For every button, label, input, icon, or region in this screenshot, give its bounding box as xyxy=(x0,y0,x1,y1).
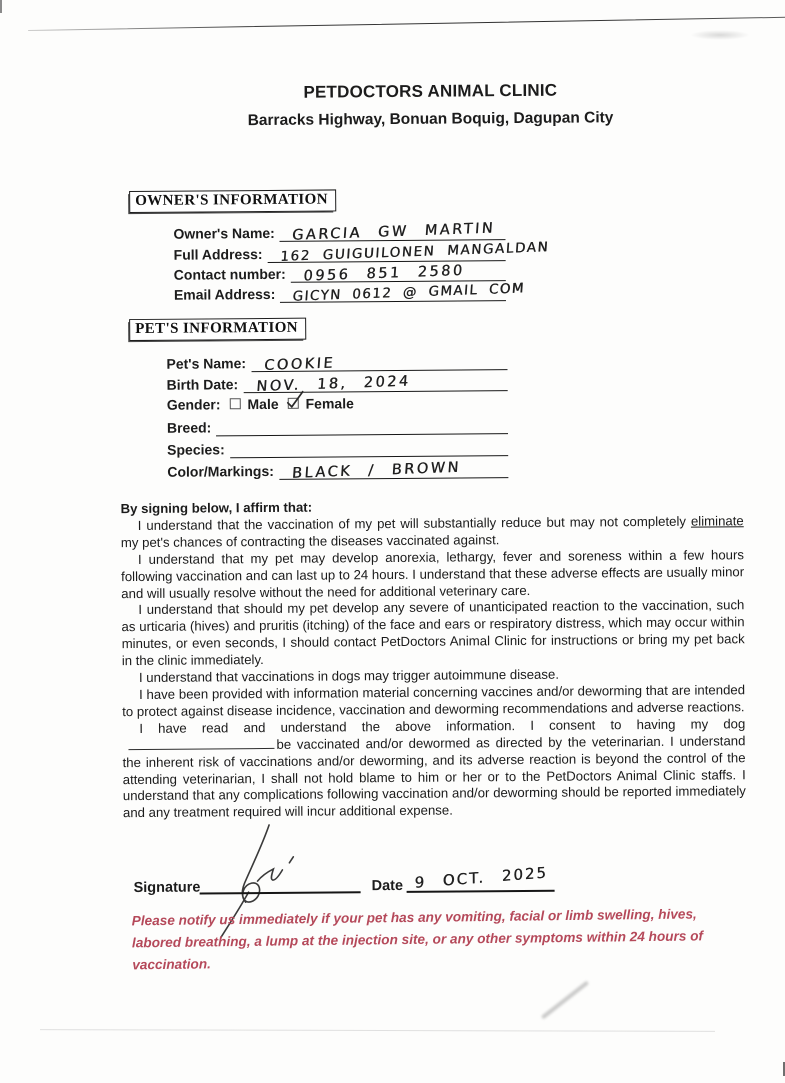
contact-number-label: Contact number: xyxy=(173,265,286,283)
gender-label: Gender: xyxy=(166,396,221,413)
consent-text-block xyxy=(121,496,747,822)
pet-name-label: Pet's Name: xyxy=(166,354,247,372)
date-handwritten-value: 9 OCT. 2025 xyxy=(414,863,548,892)
male-checkbox xyxy=(229,399,240,410)
female-label: Female xyxy=(305,395,354,412)
consent-paragraph-6-text: I have read and understand the above information. I consent to having my dog xyxy=(139,716,746,736)
signature-date-row xyxy=(133,863,613,897)
clinic-name: PETDOCTORS ANIMAL CLINIC xyxy=(303,80,558,102)
consent-paragraph-5: I have been provided with information material concerning vaccines and/or deworming that are intended to protect against disease incidence, vaccination and deworming recommendations and adverse reactions. xyxy=(122,682,746,720)
consent-paragraph-1-text-cont: my pet's chances of contracting the diseases vaccinated against. xyxy=(120,531,500,550)
pet-name-handwritten-value: COOKIE xyxy=(263,355,336,374)
birth-date-label: Birth Date: xyxy=(166,376,239,393)
breed-label: Breed: xyxy=(166,419,212,437)
signature-line xyxy=(200,891,361,894)
consent-paragraph-4: I understand that vaccinations in dogs may trigger autoimmune disease. xyxy=(138,666,560,686)
signature-label: Signature xyxy=(133,879,201,897)
email-address-handwritten-value: GICYN 0612 @ GMAIL COM xyxy=(292,280,526,305)
consent-paragraph-6 xyxy=(122,716,746,822)
consent-paragraph-1-text: I understand that the vaccination of my pet will substantially reduce but may not completely xyxy=(137,513,691,533)
owner-information-fields xyxy=(173,220,550,305)
contact-number-handwritten-value: 0956 851 2580 xyxy=(302,262,466,285)
dog-name-blank-line xyxy=(128,737,274,750)
female-checkbox xyxy=(288,398,299,409)
consent-paragraph-3: I understand that should my pet develop any severe of unanticipated reaction to the vaccination, such as urticaria (hives) and pruritis (itching) of the face and ears or respiratory distress, which may occur within minutes, or even seconds, I should contact PetDoctors Animal Clinic for instructions or bring my pet back in the clinic immediately. xyxy=(121,597,745,669)
form-header xyxy=(117,79,743,131)
species-label: Species: xyxy=(167,441,225,458)
birth-date-row xyxy=(167,370,508,394)
owner-information-heading: OWNER'S INFORMATION xyxy=(129,189,336,213)
female-checkbox-check-mark xyxy=(286,390,306,410)
email-address-label: Email Address: xyxy=(173,286,276,303)
full-address-handwritten-value: 162 GUIGUILONEN MANGALDAN xyxy=(279,238,550,265)
consent-paragraph-2: I understand that my pet may develop anorexia, lethargy, fever and soreness within a few hours following vaccination and can last up to 24 hours. I understand that these adverse effects are usually minor and will usually resolve without the need for additional veterinary care. xyxy=(121,546,745,601)
consent-paragraph-1 xyxy=(121,513,744,552)
male-label: Male xyxy=(247,395,279,413)
color-markings-label: Color/Markings: xyxy=(167,462,274,480)
owner-name-handwritten-value: GARCIA GW MARTIN xyxy=(291,220,496,245)
date-label: Date xyxy=(371,877,404,895)
owner-name-label: Owner's Name: xyxy=(173,225,275,243)
clinic-address: Barracks Highway, Bonuan Boquig, Dagupan City xyxy=(247,109,614,130)
consent-paragraph-6-text-cont: be vaccinated and/or dewormed as directed by the veterinarian. I understand the inherent risk of vaccinations and/or deworming, and its adverse reaction is beyond the control of the attending veterinarian, I shall not hold blame to him or her or to the PetDoctors Animal Clinic staffs. I understand that any complications following vaccination and/or deworming should be reported immediately and any treatment required will incur additional expense. xyxy=(122,732,746,821)
email-address-row xyxy=(173,280,526,305)
pet-information-fields xyxy=(166,348,508,480)
consent-intro: By signing below, I affirm that: xyxy=(120,499,313,517)
color-markings-handwritten-value: BLACK / BROWN xyxy=(290,459,461,482)
full-address-label: Full Address: xyxy=(173,245,263,263)
contact-number-field xyxy=(291,260,506,283)
email-address-field xyxy=(280,280,526,305)
footer-warning-note: Please notify us immediately if your pet has any vomiting, facial or limb swelling, hives, labored breathing, a lump at the injection site, or any other symptoms within 24 hours of vaccination. xyxy=(131,906,704,972)
consent-underlined-word: eliminate xyxy=(690,513,744,529)
birth-date-field xyxy=(243,369,508,394)
birth-date-handwritten-value: NOV. 18, 2024 xyxy=(255,373,411,396)
color-markings-row xyxy=(167,456,508,480)
pet-information-heading: PET'S INFORMATION xyxy=(129,318,306,341)
color-markings-field xyxy=(279,455,509,482)
